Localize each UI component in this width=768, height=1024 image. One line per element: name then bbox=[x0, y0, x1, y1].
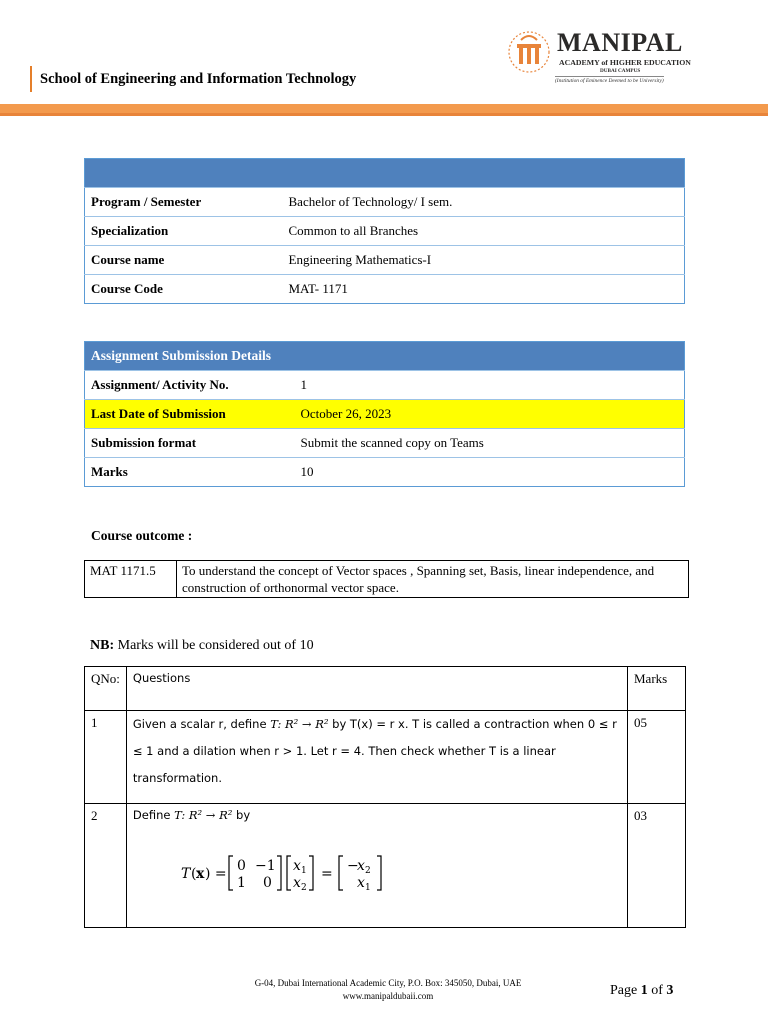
q2-map: T: R² → R² bbox=[174, 808, 233, 822]
table-row-highlighted bbox=[85, 400, 685, 429]
q1-map: T: R² → R² bbox=[270, 717, 329, 731]
svg-text:T: T bbox=[180, 866, 191, 882]
assignment-table-title: Assignment Submission Details bbox=[85, 342, 685, 371]
q1-marks: 05 bbox=[628, 711, 686, 804]
row-value: MAT- 1171 bbox=[283, 275, 685, 304]
q2-text bbox=[126, 804, 627, 928]
assignment-details-table bbox=[84, 341, 685, 487]
table-row bbox=[85, 561, 689, 598]
q2-matrix-equation-image bbox=[181, 850, 421, 896]
svg-text:2: 2 bbox=[364, 866, 371, 876]
svg-text:x: x bbox=[356, 875, 365, 891]
q2-pre: Define bbox=[132, 808, 175, 822]
page-number: 1 bbox=[640, 983, 648, 998]
course-info-table bbox=[84, 158, 685, 304]
manipal-logo bbox=[505, 26, 695, 96]
svg-text:1: 1 bbox=[300, 866, 307, 876]
table-row bbox=[85, 217, 685, 246]
row-value: Submit the scanned copy on Teams bbox=[295, 429, 685, 458]
q1-number: 1 bbox=[85, 711, 127, 804]
row-key: Course Code bbox=[85, 275, 283, 304]
page-indicator bbox=[610, 983, 673, 999]
table-row bbox=[85, 371, 685, 400]
brand-tagline: (Institution of Eminence Deemed to be University) bbox=[555, 78, 664, 84]
page-pre: Page bbox=[610, 983, 641, 998]
footer-url[interactable]: www.manipaldubaii.com bbox=[342, 991, 434, 1001]
row-value: Bachelor of Technology/ I sem. bbox=[283, 188, 685, 217]
row-key: Specialization bbox=[85, 217, 283, 246]
brand-campus: DUBAI CAMPUS bbox=[600, 68, 641, 74]
row-key: Marks bbox=[85, 458, 295, 487]
svg-text:x: x bbox=[292, 858, 301, 874]
row-value: Engineering Mathematics-I bbox=[283, 246, 685, 275]
header-marks: Marks bbox=[628, 667, 686, 711]
table-row bbox=[85, 458, 685, 487]
outcome-text: To understand the concept of Vector spaces , Spanning set, Basis, linear independence, and construction of orthonormal vector space. bbox=[177, 561, 689, 598]
outcome-code: MAT 1171.5 bbox=[85, 561, 177, 598]
svg-text:x: x bbox=[195, 866, 205, 882]
manipal-emblem-icon bbox=[505, 26, 553, 86]
brand-subtitle: ACADEMY of HIGHER EDUCATION bbox=[559, 58, 691, 67]
header-qno: QNo: bbox=[85, 667, 127, 711]
row-value: Common to all Branches bbox=[283, 217, 685, 246]
page-mid: of bbox=[647, 983, 667, 998]
table-row bbox=[85, 804, 686, 928]
svg-text:0: 0 bbox=[236, 858, 246, 874]
table-row bbox=[85, 429, 685, 458]
course-outcome-table bbox=[84, 560, 689, 598]
q2-marks: 03 bbox=[628, 804, 686, 928]
row-value: 10 bbox=[295, 458, 685, 487]
brand-name: MANIPAL bbox=[557, 28, 683, 57]
row-key: Submission format bbox=[85, 429, 295, 458]
table-row bbox=[85, 246, 685, 275]
table-row bbox=[85, 188, 685, 217]
svg-text:x: x bbox=[292, 875, 301, 891]
school-title: School of Engineering and Information Technology bbox=[30, 66, 356, 92]
footer-address: G-04, Dubai International Academic City, P.O. Box: 345050, Dubai, UAE bbox=[254, 978, 522, 988]
svg-text:0: 0 bbox=[262, 875, 272, 891]
q1-pre: Given a scalar r, define bbox=[132, 717, 271, 731]
svg-text:−1: −1 bbox=[254, 858, 276, 874]
q2-post: by bbox=[232, 808, 251, 822]
row-value: 1 bbox=[295, 371, 685, 400]
q2-number: 2 bbox=[85, 804, 127, 928]
course-outcome-title: Course outcome : bbox=[91, 528, 193, 543]
q1-text bbox=[126, 711, 627, 804]
table-row bbox=[85, 711, 686, 804]
row-key: Last Date of Submission bbox=[85, 400, 295, 429]
nb-text: Marks will be considered out of 10 bbox=[114, 638, 314, 653]
table-row bbox=[85, 275, 685, 304]
page-total: 3 bbox=[666, 983, 674, 998]
svg-text:2: 2 bbox=[300, 883, 307, 893]
row-key: Program / Semester bbox=[85, 188, 283, 217]
course-table-header bbox=[85, 159, 685, 188]
svg-text:=: = bbox=[320, 866, 333, 882]
questions-header-row bbox=[85, 667, 686, 711]
assignment-table-header bbox=[85, 342, 685, 371]
header-orange-line bbox=[0, 113, 768, 116]
svg-text:(: ( bbox=[190, 866, 197, 882]
nb-note bbox=[90, 638, 314, 654]
svg-text:1: 1 bbox=[364, 883, 371, 893]
row-key: Course name bbox=[85, 246, 283, 275]
svg-text:) =: ) = bbox=[204, 866, 227, 882]
row-value: October 26, 2023 bbox=[295, 400, 685, 429]
header-questions: Questions bbox=[126, 667, 627, 711]
nb-label: NB: bbox=[90, 638, 115, 653]
svg-text:1: 1 bbox=[236, 875, 246, 891]
row-key: Assignment/ Activity No. bbox=[85, 371, 295, 400]
questions-table bbox=[84, 666, 686, 928]
svg-text:x: x bbox=[356, 858, 365, 874]
q1-post: by T(x) = r x. T is called a contraction when 0 ≤ r ≤ 1 and a dilation when r > 1. Let r = 4. Then check whether T is a linear transformation. bbox=[132, 717, 617, 785]
svg-text:−: − bbox=[346, 858, 359, 874]
